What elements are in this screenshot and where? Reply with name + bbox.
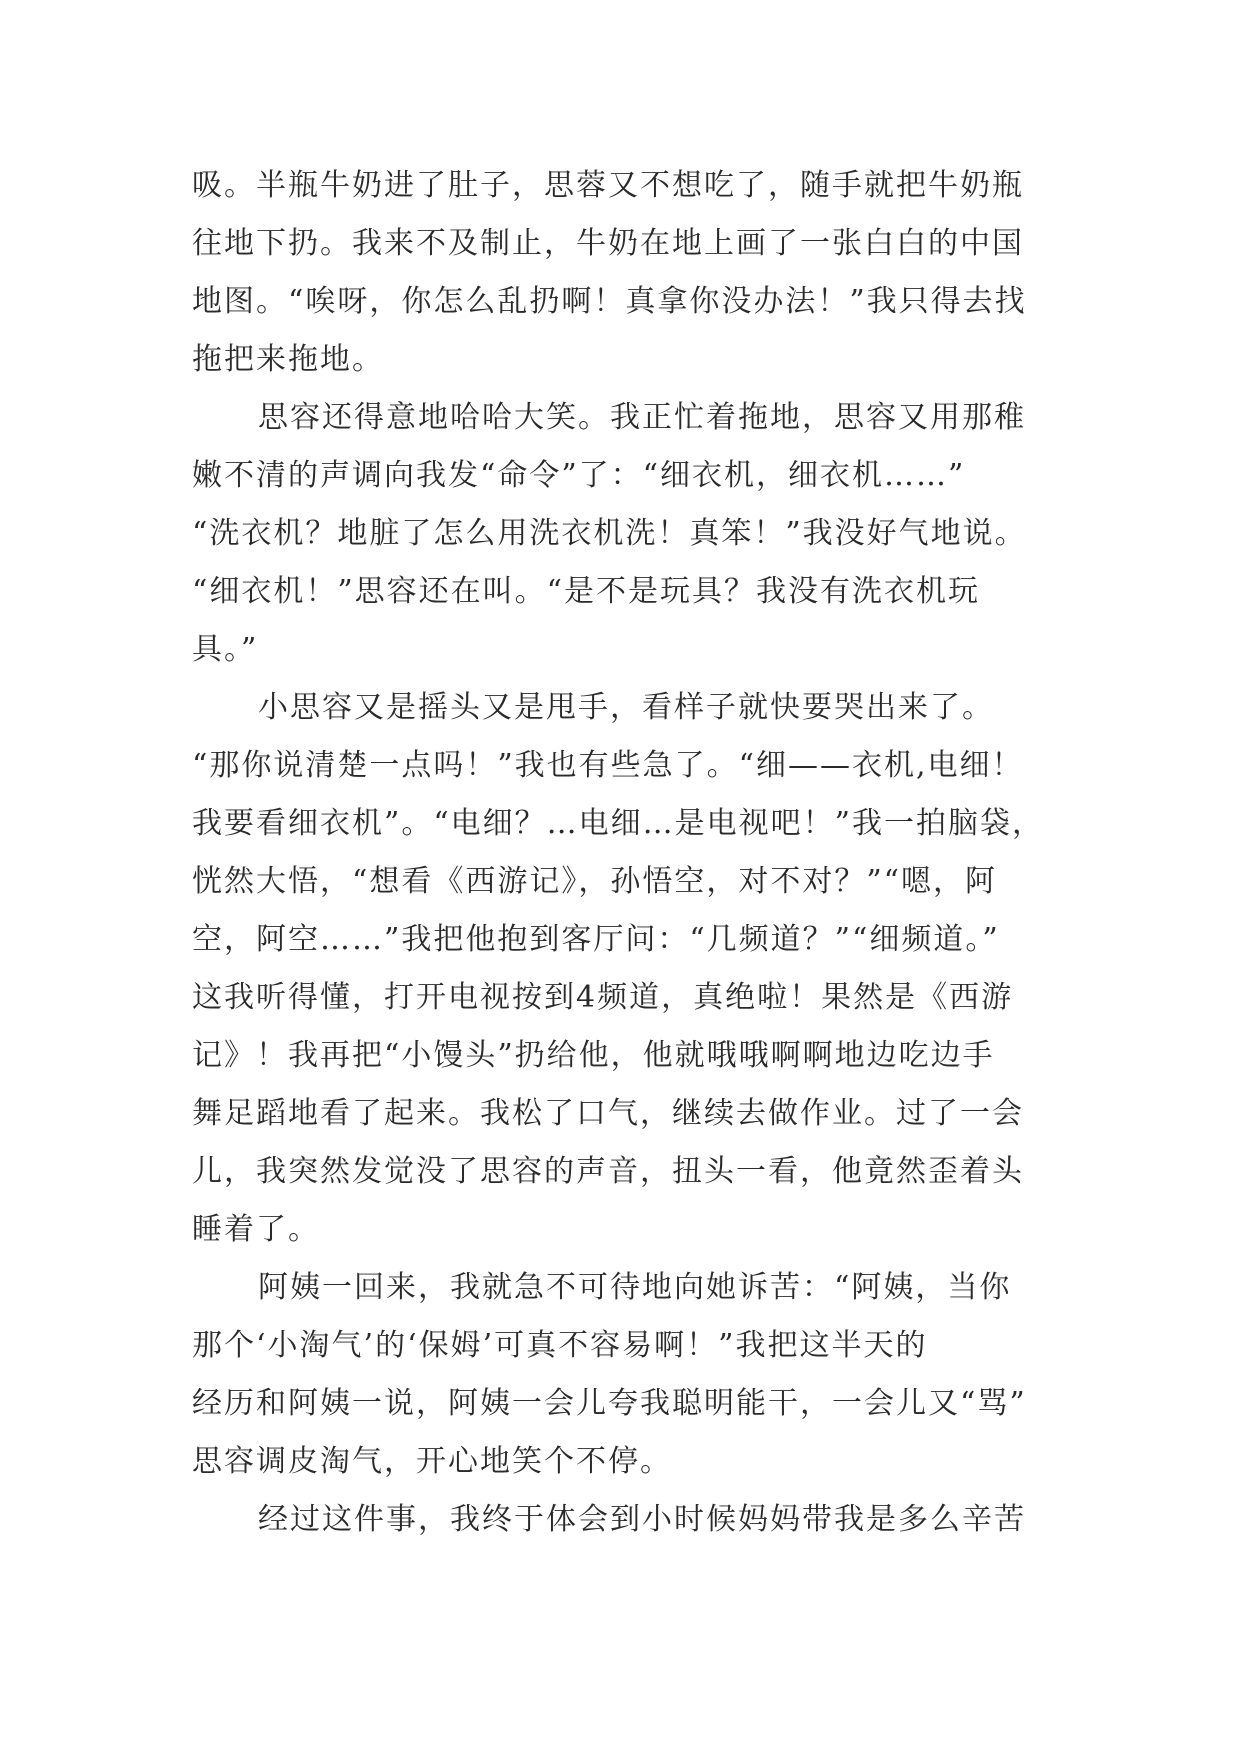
paragraph-first-line: 小思容又是摇头又是甩手，看样子就快要哭出来了。 [258,690,994,725]
text-line: 儿，我突然发觉没了思容的声音，扭头一看，他竟然歪着头 [192,1154,1024,1189]
text-line: 空，阿空……”我把他抱到客厅问：“几频道？”“细频道。” [192,922,1000,957]
text-line: 那个‘小淘气’的‘保姆’可真不容易啊！”我把这半天的 [192,1328,928,1363]
text-line: 记》！我再把“小馒头”扔给他，他就哦哦啊啊地边吃边手 [192,1038,995,1073]
text-line: “洗衣机？地脏了怎么用洗衣机洗！真笨！”我没好气地说。 [192,516,1027,551]
text-line: 往地下扔。我来不及制止，牛奶在地上画了一张白白的中国 [192,226,1024,261]
paragraph-first-line: 经过这件事，我终于体会到小时候妈妈带我是多么辛苦 [258,1502,1026,1537]
text-line: 地图。“唉呀，你怎么乱扔啊！真拿你没办法！”我只得去找 [192,284,1027,319]
text-line: “细衣机！”思容还在叫。“是不是玩具？我没有洗衣机玩 [192,574,981,609]
text-line: 拖把来拖地。 [192,342,384,377]
text-line: 经历和阿姨一说，阿姨一会儿夸我聪明能干，一会儿又“骂” [192,1386,1027,1421]
paragraph-first-line: 阿姨一回来，我就急不可待地向她诉苦：“阿姨，当你 [258,1270,1012,1305]
text-line: 舞足蹈地看了起来。我松了口气，继续去做作业。过了一会 [192,1096,1024,1131]
text-line: 恍然大悟，“想看《西游记》，孙悟空，对不对？”“嗯，阿 [192,864,998,899]
text-line: 思容调皮淘气，开心地笑个不停。 [192,1444,672,1479]
text-line: 具。” [192,632,259,667]
text-line: 睡着了。 [192,1212,320,1247]
document-body [192,157,1092,1549]
text-line: 吸。半瓶牛奶进了肚子，思蓉又不想吃了，随手就把牛奶瓶 [192,168,1024,203]
text-line: 这我听得懂，打开电视按到4频道，真绝啦！果然是《西游 [192,980,1014,1015]
text-line: “那你说清楚一点吗！”我也有些急了。“细——衣机,电细！ [192,748,1024,783]
paragraph-first-line: 思容还得意地哈哈大笑。我正忙着拖地，思容又用那稚 [258,400,1026,435]
text-line: 嫩不清的声调向我发“命令”了：“细衣机，细衣机……” [192,458,966,493]
text-line: 我要看细衣机”。“电细？…电细…是电视吧！”我一拍脑袋， [192,806,1045,841]
